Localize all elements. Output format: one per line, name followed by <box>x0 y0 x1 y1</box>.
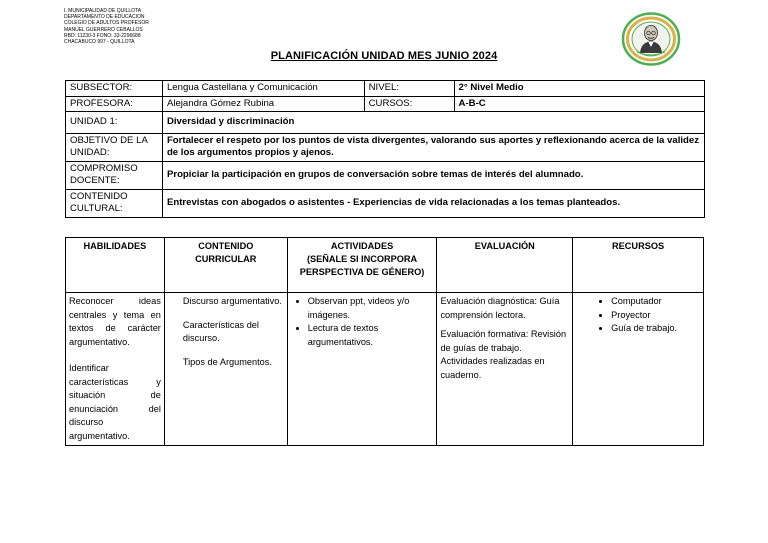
habilidad-item: Reconocer ideas centrales y tema en textos de carácter argumentativo. <box>69 296 161 347</box>
unit-info-table <box>65 80 705 218</box>
letterhead-line: CHACABUCO 997 - QUILLOTA <box>64 39 135 46</box>
unidad-value: Diversidad y discriminación <box>162 112 704 134</box>
profesora-label: PROFESORA: <box>66 96 163 112</box>
evaluacion-item: Evaluación diagnóstica: Guía comprensión lectora. <box>440 296 560 320</box>
letterhead-line: RBD: 11230-3 FONO: 33-2296688 <box>64 32 141 39</box>
habilidad-item: Identificar características y situación de enunciación del discurso argumentativo. <box>69 363 161 441</box>
objetivo-value: Fortalecer el respeto por los puntos de vista divergentes, valorando sus aportes y reflexionando acerca de la validez de los argumentos propios y ajenos. <box>162 133 704 161</box>
subsector-label: SUBSECTOR: <box>66 81 163 97</box>
actividades-list <box>291 295 434 349</box>
nivel-value: 2° Nivel Medio <box>454 81 704 97</box>
evaluacion-cell <box>437 293 573 446</box>
letterhead-line: DEPARTAMENTO DE EDUCACION <box>64 14 145 21</box>
header-evaluacion: EVALUACIÓN <box>437 238 573 293</box>
table-row <box>66 112 705 134</box>
contenido-item: Características del discurso. <box>182 319 259 343</box>
activities-table <box>65 237 704 446</box>
unidad-label: UNIDAD 1: <box>66 112 163 134</box>
habilidades-cell <box>66 293 165 446</box>
letterhead <box>64 8 149 45</box>
compromiso-label: COMPROMISO DOCENTE: <box>66 161 163 189</box>
recurso-item: • Proyector <box>611 309 700 323</box>
letterhead-line: MANUEL GUERRERO CEBALLOS <box>64 26 143 33</box>
letterhead-line: I. MUNICIPALIDAD DE QUILLOTA <box>64 8 142 14</box>
table-row <box>66 81 705 97</box>
header-actividades-title: ACTIVIDADES <box>330 241 394 251</box>
recurso-item: • Guía de trabajo. <box>611 322 700 336</box>
contenido-item: Tipos de Argumentos. <box>182 356 272 367</box>
table-row <box>66 161 705 189</box>
actividades-cell <box>287 293 437 446</box>
table-row <box>66 96 705 112</box>
recurso-item: • Computador <box>611 295 700 309</box>
objetivo-label: OBJETIVO DE LA UNIDAD: <box>66 133 163 161</box>
contenido-value: Entrevistas con abogados o asistentes - Experiencias de vida relacionadas a los temas planteados. <box>162 189 704 217</box>
header-habilidades: HABILIDADES <box>66 238 165 293</box>
table-row <box>66 293 704 446</box>
compromiso-value: Propiciar la participación en grupos de conversación sobre temas de interés del alumnado. <box>162 161 704 189</box>
nivel-label: NIVEL: <box>364 81 454 97</box>
cursos-value: A-B-C <box>454 96 704 112</box>
evaluacion-item: Evaluación formativa: Revisión de guías de trabajo. Actividades realizadas en cuaderno. <box>440 329 567 380</box>
contenido-item: Discurso argumentativo. <box>182 296 282 306</box>
table-row <box>66 133 705 161</box>
contenido-label: CONTENIDO CULTURAL: <box>66 189 163 217</box>
profesora-value: Alejandra Gómez Rubina <box>162 96 364 112</box>
recursos-list <box>576 295 700 336</box>
subsector-value: Lengua Castellana y Comunicación <box>162 81 364 97</box>
header-recursos: RECURSOS <box>573 238 704 293</box>
actividad-item: • Observan ppt, videos y/o imágenes. <box>308 295 434 322</box>
page-title: PLANIFICACIÓN UNIDAD MES JUNIO 2024 <box>270 50 498 62</box>
contenido-cell <box>164 293 287 446</box>
header-actividades-note: (SEÑALE SI INCORPORA PERSPECTIVA DE GÉNERO) <box>299 254 425 277</box>
actividad-item: • Lectura de textos argumentativos. <box>308 322 434 349</box>
table-row <box>66 189 705 217</box>
header-contenido: CONTENIDO CURRICULAR <box>164 238 287 293</box>
table-header-row <box>66 238 704 293</box>
header-actividades <box>287 238 437 293</box>
recursos-cell <box>573 293 704 446</box>
cursos-label: CURSOS: <box>364 96 454 112</box>
letterhead-line: COLEGIO DE ADULTOS PROFESOR <box>64 20 149 27</box>
